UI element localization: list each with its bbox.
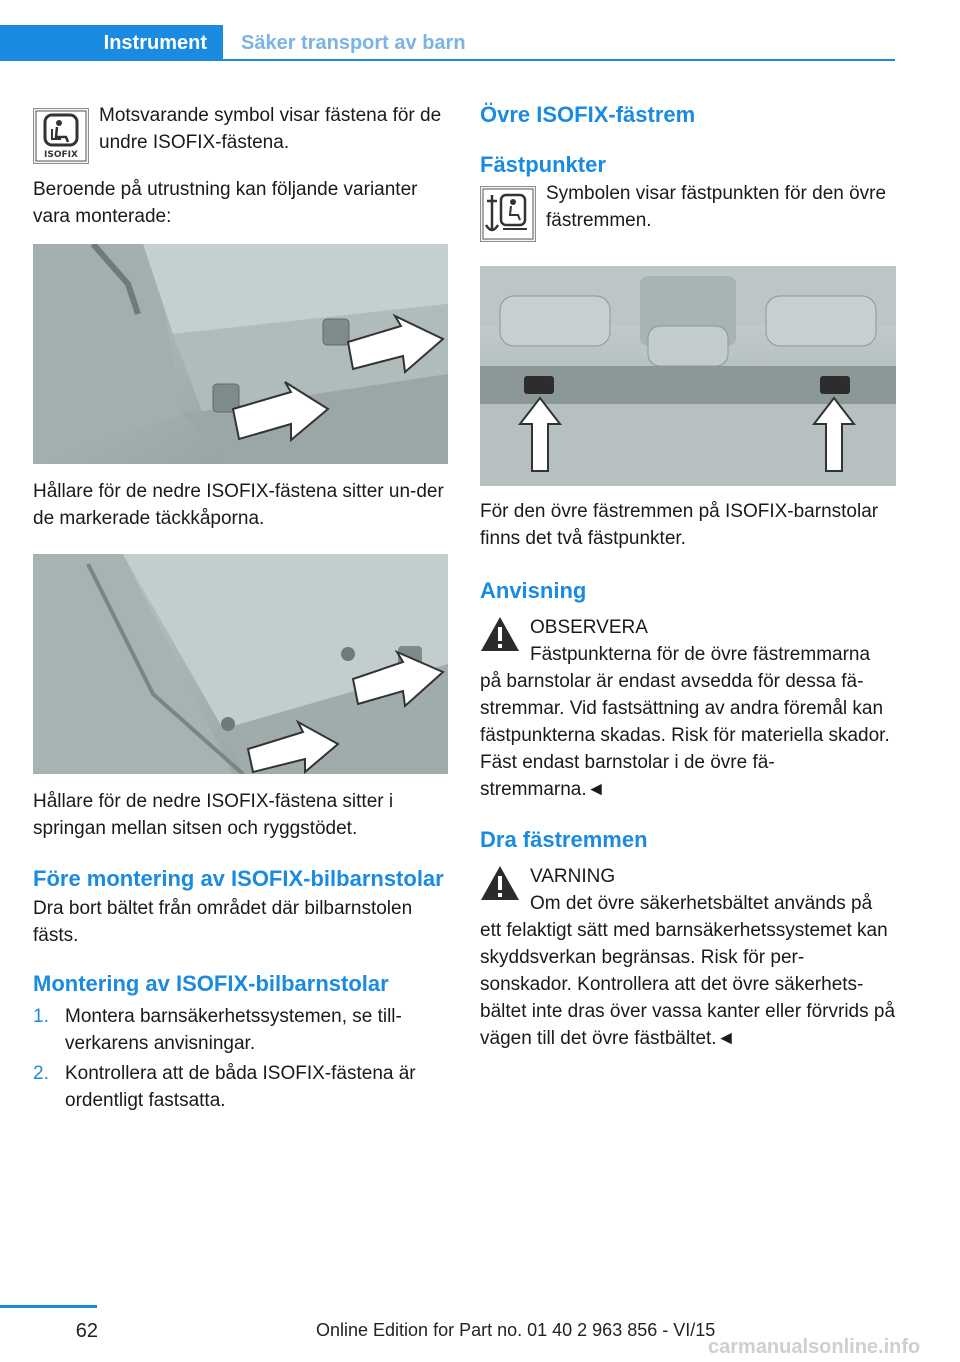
mounting-steps [33, 1003, 448, 1114]
warning-label: VARNING [530, 866, 616, 887]
footer-divider [0, 1305, 97, 1308]
header-divider [0, 59, 895, 61]
step-number: 1. [33, 1006, 49, 1027]
tether-symbol-row [480, 180, 896, 242]
watermark: carmanualsonline.info [708, 1336, 921, 1358]
step-text: Kontrollera att de båda ISOFIX-fästena är ordentligt fastsatta. [65, 1063, 416, 1111]
seat-photo-cover-caps [33, 244, 448, 464]
before-mounting-text: Dra bort bältet från området där bilbarnstolen fästs. [33, 898, 413, 946]
anchor-photo-caption: För den övre fästremmen på ISOFIX-barnstolar finns det två fästpunkter. [480, 501, 879, 549]
photo-2-caption: Hållare för de nedre ISOFIX-fästena sitter i springan mellan sitsen och ryggstödet. [33, 791, 394, 839]
pull-strap-heading: Dra fästremmen [480, 827, 648, 852]
anchor-points-heading: Fästpunkter [480, 152, 606, 177]
photo-1-caption: Hållare för de nedre ISOFIX-fästena sitter un-der de markerade täckkåporna. [33, 481, 444, 529]
isofix-icon-label: ISOFIX [44, 150, 78, 160]
warning-triangle-icon [480, 865, 520, 901]
step-number: 2. [33, 1063, 49, 1084]
mounting-heading: Montering av ISOFIX-bilbarnstolar [33, 971, 389, 996]
rear-shelf-photo [480, 266, 896, 486]
warning-block [480, 863, 896, 1052]
isofix-symbol-row [33, 102, 448, 164]
section-tab[interactable]: Säker transport av barn [223, 25, 895, 61]
before-mounting-heading: Före montering av ISOFIX-bilbarnstolar [33, 866, 444, 891]
isofix-symbol-caption: Motsvarande symbol visar fästena för de undre ISOFIX-fästena. [99, 105, 442, 153]
tether-anchor-icon [480, 186, 536, 242]
notice-label: OBSERVERA [530, 617, 648, 638]
variants-intro: Beroende på utrustning kan följande varianter vara monterade: [33, 179, 418, 227]
left-column [33, 102, 448, 1117]
tether-symbol-caption: Symbolen visar fästpunkten för den övre fästremmen. [546, 183, 887, 231]
notice-heading: Anvisning [480, 578, 587, 603]
right-column [480, 102, 896, 1052]
edition-text: Online Edition for Part no. 01 40 2 963 856 - VI/15 [316, 1320, 716, 1340]
step-text: Montera barnsäkerhetssystemen, se till-verkarens anvisningar. [65, 1006, 402, 1054]
notice-text: Fästpunkterna för de övre fästremmarna på barnstolar är endast avsedda för dessa fä-stremmar. Vid fastsättning av andra föremål kan fästpunkterna skadas. Risk för materiella skador. Fäst endast barnstolar i de övre fä-stremmarna.◄ [480, 644, 890, 800]
isofix-icon [33, 108, 89, 164]
chapter-tab[interactable]: Instrument [0, 25, 223, 61]
seat-photo-gap [33, 554, 448, 774]
caution-triangle-icon [480, 616, 520, 652]
page-header [0, 25, 895, 61]
notice-block [480, 614, 896, 803]
list-item [33, 1060, 448, 1114]
page-number: 62 [75, 1320, 98, 1342]
warning-text: Om det övre säkerhetsbältet används på ett felaktigt sätt med barnsäkerhetssystemet kan skyddsverkan begränsas. Risk för per-sonskador. Kontrollera att det övre säkerhets-bältet inte dras över vassa kanter eller förvrids på vägen till det övre fästbältet.◄ [480, 893, 896, 1049]
upper-tether-heading: Övre ISOFIX-fästrem [480, 102, 696, 127]
list-item [33, 1003, 448, 1057]
